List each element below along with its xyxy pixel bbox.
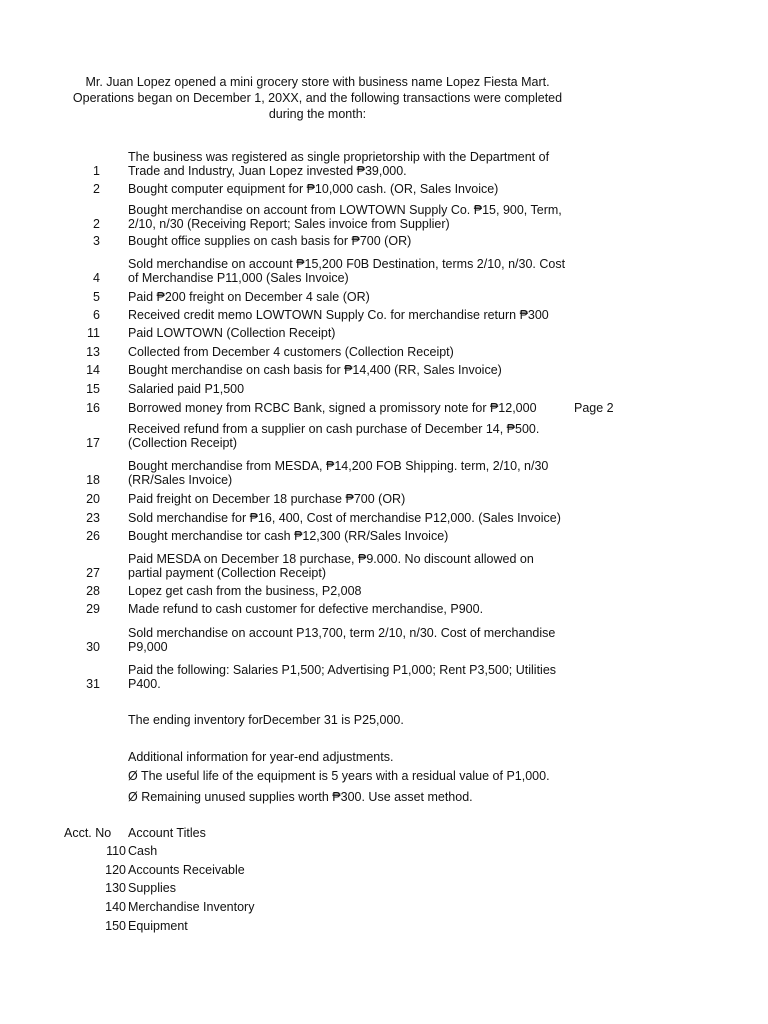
- additional-info-item: Ø Remaining unused supplies worth ₱300. Use asset method.: [128, 790, 473, 804]
- account-row: [0, 863, 768, 881]
- transaction-description: [128, 234, 578, 248]
- description-line: The business was registered as single proprietorship with the Department of: [128, 150, 550, 164]
- account-row: [0, 844, 768, 862]
- additional-info-heading: Additional information for year-end adjustments.: [128, 750, 394, 764]
- transaction-day: 13: [86, 345, 100, 359]
- account-title: Equipment: [128, 919, 188, 933]
- description-line: of Merchandise P11,000 (Sales Invoice): [128, 271, 349, 285]
- transaction-description: [128, 150, 578, 178]
- transaction-day: 6: [93, 308, 100, 322]
- transaction-day: 4: [93, 271, 100, 285]
- account-number: 120: [105, 863, 126, 877]
- transaction-description: [128, 459, 578, 487]
- description-line: Bought office supplies on cash basis for ₱700 (OR): [128, 234, 412, 248]
- ending-inventory-note: The ending inventory forDecember 31 is P25,000.: [128, 713, 404, 727]
- transaction-day: 11: [87, 326, 100, 340]
- description-line: (Collection Receipt): [128, 436, 238, 450]
- transaction-description: [128, 290, 578, 304]
- transaction-description: [128, 326, 578, 340]
- account-title: Accounts Receivable: [128, 863, 245, 877]
- transaction-day: 28: [86, 584, 100, 598]
- intro-line: Mr. Juan Lopez opened a mini grocery store with business name Lopez Fiesta Mart.: [85, 75, 550, 89]
- account-title-header: Account Titles: [128, 826, 206, 840]
- description-line: Collected from December 4 customers (Collection Receipt): [128, 345, 454, 359]
- description-line: Bought merchandise from MESDA, ₱14,200 FOB Shipping. term, 2/10, n/30: [128, 459, 549, 473]
- description-line: Bought merchandise on cash basis for ₱14,400 (RR, Sales Invoice): [128, 363, 502, 377]
- description-line: P400.: [128, 677, 161, 691]
- transaction-description: [128, 511, 578, 525]
- description-line: Bought computer equipment for ₱10,000 cash. (OR, Sales Invoice): [128, 182, 499, 196]
- description-line: Paid the following: Salaries P1,500; Advertising P1,000; Rent P3,500; Utilities: [128, 663, 557, 677]
- transaction-description: [128, 663, 578, 691]
- transaction-day: 2: [93, 182, 100, 196]
- transaction-day: 1: [93, 164, 100, 178]
- description-line: Lopez get cash from the business, P2,008: [128, 584, 362, 598]
- transaction-description: [128, 552, 578, 580]
- transaction-day: 15: [86, 382, 100, 396]
- description-line: Paid ₱200 freight on December 4 sale (OR): [128, 290, 370, 304]
- intro-line: during the month:: [268, 107, 367, 121]
- transaction-day: 20: [86, 492, 100, 506]
- description-line: P9,000: [128, 640, 168, 654]
- transaction-day: 30: [86, 640, 100, 654]
- account-number: 150: [105, 919, 126, 933]
- page-number-note: Page 2: [574, 401, 614, 415]
- transaction-description: [128, 203, 578, 231]
- transaction-day: 27: [86, 566, 100, 580]
- additional-info-item: Ø The useful life of the equipment is 5 years with a residual value of P1,000.: [128, 769, 550, 783]
- account-number-header: Acct. No: [64, 826, 112, 840]
- description-line: Salaried paid P1,500: [128, 382, 245, 396]
- transaction-description: [128, 345, 578, 359]
- account-number: 140: [105, 900, 126, 914]
- account-row: [0, 881, 768, 899]
- description-line: Paid MESDA on December 18 purchase, ₱9.000. No discount allowed on: [128, 552, 534, 566]
- transaction-description: [128, 401, 578, 415]
- account-row: [0, 919, 768, 937]
- intro-paragraph: [60, 74, 575, 122]
- transaction-day: 17: [86, 436, 100, 450]
- transaction-description: [128, 529, 578, 543]
- description-line: Sold merchandise on account P13,700, term 2/10, n/30. Cost of merchandise: [128, 626, 556, 640]
- account-number: 110: [106, 844, 126, 858]
- transaction-description: [128, 422, 578, 450]
- account-number: 130: [105, 881, 126, 895]
- transaction-description: [128, 308, 578, 322]
- account-title: Supplies: [128, 881, 176, 895]
- transaction-day: 5: [93, 290, 100, 304]
- transaction-description: [128, 584, 578, 598]
- transaction-day: 3: [93, 234, 100, 248]
- account-row: [0, 900, 768, 918]
- transaction-day: 2: [93, 217, 100, 231]
- transaction-description: [128, 382, 578, 396]
- description-line: (RR/Sales Invoice): [128, 473, 233, 487]
- description-line: Sold merchandise on account ₱15,200 F0B Destination, terms 2/10, n/30. Cost: [128, 257, 566, 271]
- description-line: Received refund from a supplier on cash purchase of December 14, ₱500.: [128, 422, 540, 436]
- transaction-day: 26: [86, 529, 100, 543]
- intro-line: Operations began on December 1, 20XX, and the following transactions were completed: [72, 91, 563, 105]
- transaction-day: 29: [86, 602, 100, 616]
- transaction-day: 23: [86, 511, 100, 525]
- description-line: Sold merchandise for ₱16, 400, Cost of merchandise P12,000. (Sales Invoice): [128, 511, 561, 525]
- transaction-description: [128, 602, 578, 616]
- transaction-description: [128, 257, 578, 285]
- transaction-day: 14: [86, 363, 100, 377]
- transaction-description: [128, 363, 578, 377]
- description-line: Paid freight on December 18 purchase ₱700 (OR): [128, 492, 406, 506]
- description-line: Borrowed money from RCBC Bank, signed a promissory note for ₱12,000: [128, 401, 537, 415]
- description-line: 2/10, n/30 (Receiving Report; Sales invoice from Supplier): [128, 217, 450, 231]
- description-line: Trade and Industry, Juan Lopez invested ₱39,000.: [128, 164, 407, 178]
- description-line: Paid LOWTOWN (Collection Receipt): [128, 326, 336, 340]
- description-line: Made refund to cash customer for defective merchandise, P900.: [128, 602, 484, 616]
- transaction-day: 18: [86, 473, 100, 487]
- description-line: Bought merchandise on account from LOWTOWN Supply Co. ₱15, 900, Term,: [128, 203, 562, 217]
- description-line: Bought merchandise tor cash ₱12,300 (RR/Sales Invoice): [128, 529, 449, 543]
- transaction-day: 16: [86, 401, 100, 415]
- transaction-description: [128, 182, 578, 196]
- description-line: partial payment (Collection Receipt): [128, 566, 327, 580]
- account-title: Merchandise Inventory: [128, 900, 255, 914]
- transaction-description: [128, 492, 578, 506]
- transaction-description: [128, 626, 578, 654]
- account-title: Cash: [128, 844, 158, 858]
- transaction-day: 31: [86, 677, 100, 691]
- description-line: Received credit memo LOWTOWN Supply Co. for merchandise return ₱300: [128, 308, 549, 322]
